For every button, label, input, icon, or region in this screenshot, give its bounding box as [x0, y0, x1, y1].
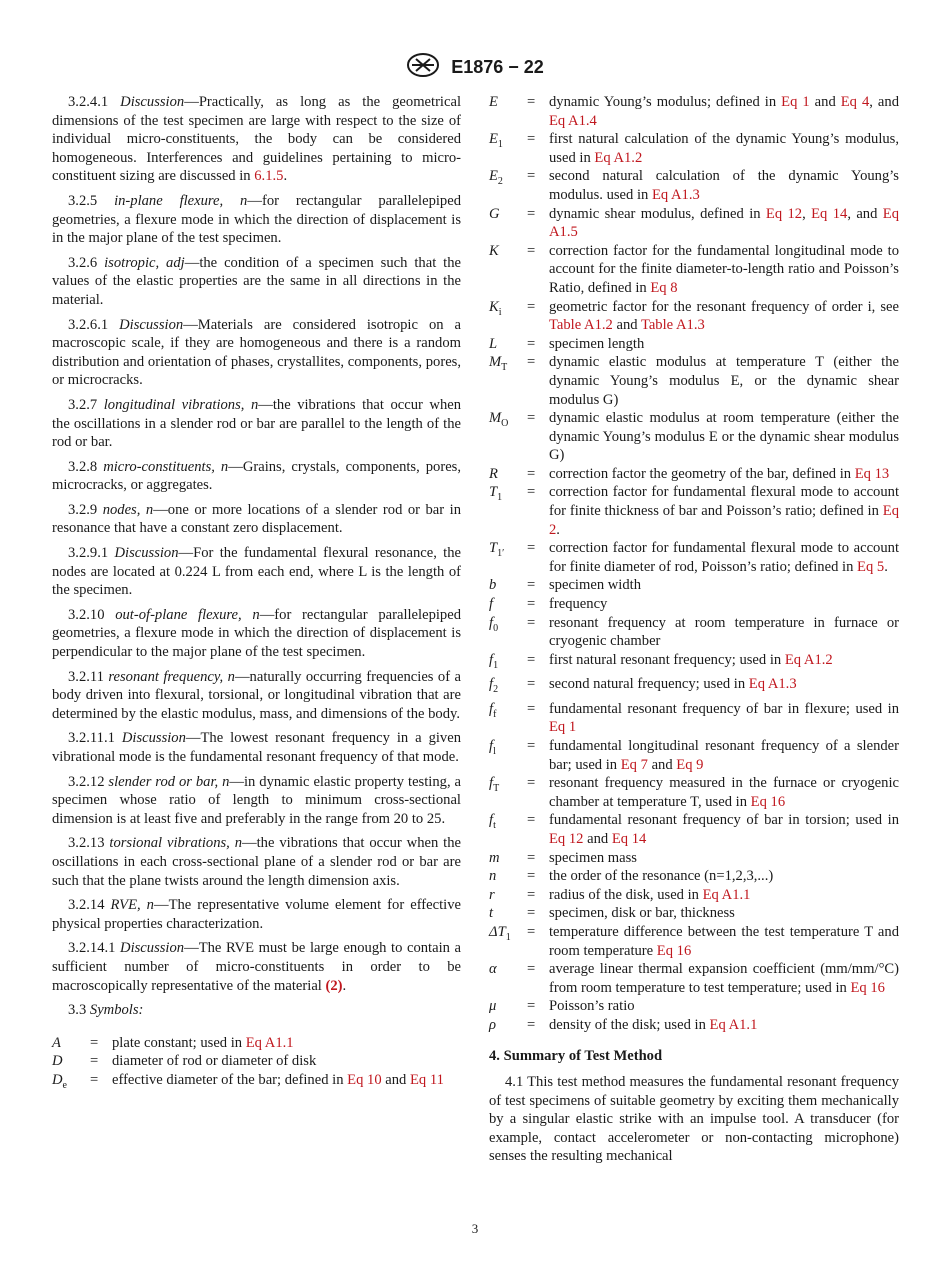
equals-sign: =	[527, 242, 536, 259]
equals-sign: =	[527, 94, 536, 110]
definition-text: specimen, disk or bar, thickness	[549, 905, 735, 922]
symbol-definition	[549, 539, 899, 576]
equals-sign: =	[527, 131, 536, 148]
equals-sign: =	[90, 1071, 99, 1088]
section-paragraph: 4.1 This test method measures the fundamental resonant frequency of test specimens of suitable geometry by exciting them mechanically by a singular elastic strike with an impulse tool. A transducer (for example, contact accelerometer or non-contacting microphone) senses the resulting mechanical	[489, 1074, 899, 1165]
paragraph-term: longitudinal vibrations, n	[103, 396, 259, 413]
symbol-row	[489, 675, 899, 700]
paragraph-text: —the condition of a specimen such that the values of the elastic properties are the same in all directions in the material.	[52, 254, 462, 308]
symbol-definition	[112, 1071, 461, 1090]
symbol-definition	[549, 242, 899, 298]
definition-text: fundamental longitudinal resonant frequency of a slender bar; used in	[549, 738, 899, 773]
symbol: $M_T$	[489, 354, 508, 374]
paragraph-number: 3.2.14	[68, 897, 111, 914]
symbol-definition	[549, 205, 899, 242]
symbol: $T_{1'}$	[489, 540, 505, 560]
paragraph-term: Discussion	[120, 940, 185, 957]
paragraph-number: 3.2.9	[68, 501, 103, 518]
paragraph-number: 3.2.12	[68, 773, 109, 790]
equation-reference-link[interactable]: Eq A1.1	[245, 1034, 294, 1051]
paragraph-text: —For the fundamental flexural resonance, the nodes are located at 0.224 L from each end, where L is the length of the specimen.	[52, 545, 462, 599]
definition-text: correction factor for fundamental flexural mode to account for finite thickness of bar and Poisson’s ratio; defined in	[549, 484, 899, 520]
definition-text: and	[612, 317, 641, 334]
paragraph-term: Discussion	[121, 730, 186, 747]
equals-sign: =	[527, 577, 536, 594]
equation-reference-link[interactable]: Eq 12	[765, 205, 803, 222]
equals-sign: =	[527, 812, 536, 829]
equals-sign: =	[527, 886, 536, 903]
symbol: G	[489, 205, 500, 222]
equals-sign: =	[527, 998, 536, 1015]
paragraph-number: 3.2.11	[68, 668, 109, 685]
equals-sign: =	[527, 298, 536, 315]
equation-reference-link[interactable]: Table A1.2	[549, 317, 613, 334]
definition-text: Poisson’s ratio	[549, 998, 635, 1015]
equals-sign: =	[90, 1034, 99, 1051]
equation-reference-link[interactable]: Eq 11	[410, 1071, 444, 1088]
symbol-row	[52, 1052, 461, 1071]
left-column	[52, 93, 461, 1095]
symbol-row	[489, 167, 899, 204]
symbol-row	[489, 923, 899, 960]
paragraph-number: 3.2.5	[68, 192, 115, 209]
symbol-row	[489, 93, 899, 130]
symbol: t	[489, 905, 494, 922]
symbol: K	[489, 242, 499, 259]
definition-text: second natural frequency; used in	[549, 676, 749, 693]
paragraph-text: —the vibrations that occur when the oscillations in a slender rod or bar are parallel to the length of the rod or bar.	[52, 396, 462, 451]
paragraph-number: 3.2.6.1	[68, 316, 120, 333]
symbol-row	[489, 886, 899, 905]
symbol-row	[489, 960, 899, 997]
symbol: r	[489, 886, 495, 903]
definition-text: correction factor for fundamental flexural mode to account for finite diameter of rod, Poisson’s ratio; defined in	[549, 540, 899, 575]
symbol-row	[52, 1071, 461, 1096]
paragraph-term: Discussion	[120, 94, 185, 110]
symbol-definition	[549, 93, 899, 130]
symbol-row	[489, 1016, 899, 1035]
symbol: D	[52, 1053, 63, 1070]
symbol-definition	[549, 923, 899, 960]
symbol-row	[489, 774, 899, 811]
equals-sign: =	[527, 484, 536, 501]
symbol: $D_e$	[52, 1071, 67, 1091]
equation-reference-link[interactable]: Eq A1.1	[702, 886, 751, 903]
paragraph-text: —The lowest resonant frequency in a given vibrational mode is the fundamental resonant frequency of that mode.	[52, 730, 461, 765]
paragraph-term: Discussion	[119, 316, 184, 333]
definition-text: ,	[802, 205, 812, 222]
symbol-definition	[549, 1016, 899, 1035]
definition-text: dynamic shear modulus, defined in	[549, 205, 766, 222]
equation-reference-link[interactable]: Eq 13	[854, 465, 890, 482]
symbol-definition	[549, 774, 899, 811]
symbol-definition	[549, 409, 899, 465]
paragraph-text: —for rectangular parallelepiped geometries, a flexure mode in which the direction of displacement is perpendicular to the major plane of the test specimen.	[52, 606, 461, 661]
paragraph-term: isotropic, adj	[104, 254, 185, 271]
equals-sign: =	[527, 410, 536, 427]
symbol: $E_1$	[489, 131, 503, 151]
symbol-definition	[549, 483, 899, 539]
symbol-row	[489, 539, 899, 576]
definition-text: .	[884, 558, 888, 575]
symbol: $T_1$	[489, 484, 503, 504]
page-number: 3	[471, 1221, 479, 1236]
definition-paragraph	[52, 896, 461, 933]
equals-sign: =	[90, 1053, 99, 1070]
definition-text: specimen width	[549, 577, 642, 594]
symbol-row	[489, 904, 899, 923]
symbol-definition	[549, 811, 899, 848]
symbol-row	[489, 242, 899, 298]
equation-reference-link[interactable]: Eq 7	[620, 756, 648, 773]
equals-sign: =	[527, 335, 536, 352]
paragraph-number: 3.2.4.1	[68, 94, 121, 110]
paragraph-term: micro-constituents, n	[103, 458, 229, 475]
equals-sign: =	[527, 700, 536, 717]
symbol-definition	[549, 849, 899, 868]
definition-text: temperature difference between the test temperature T and room temperature	[549, 923, 899, 959]
equals-sign: =	[527, 905, 536, 922]
symbol: $f_1$	[489, 651, 499, 671]
symbol: $K_i$	[489, 298, 502, 318]
paragraph-text: —Materials are considered isotropic on a macroscopic scale, if they are homogeneous and there is a random distribution and orientation of phases, crystallites, components, pores, or microcracks.	[52, 316, 461, 389]
symbol-definition	[112, 1034, 461, 1053]
equation-reference-link[interactable]: Eq 1	[549, 719, 577, 736]
paragraph-term: in-plane flexure, n	[114, 192, 248, 209]
definition-text: geometric factor for the resonant frequency of order i, see	[549, 298, 899, 315]
equation-reference-link[interactable]: Eq 14	[811, 205, 848, 222]
symbol: $f_2$	[489, 676, 499, 696]
definition-paragraph	[52, 544, 461, 600]
paragraph-text: —The representative volume element for effective physical properties characterization.	[52, 897, 461, 932]
paragraph-term: slender rod or bar, n	[108, 773, 230, 790]
definition-text: density of the disk; used in	[549, 1016, 710, 1033]
definition-paragraph	[52, 729, 461, 766]
definition-text: specimen length	[549, 335, 645, 352]
symbol-row	[489, 130, 899, 167]
symbol: $E_2$	[489, 168, 503, 188]
symbol-definition	[549, 867, 899, 886]
definition-text: correction factor for the fundamental longitudinal mode to account for the finite diameter-to-length ratio and Poisson’s Ratio, defined in	[549, 242, 899, 296]
definition-paragraph	[52, 834, 461, 890]
definition-paragraph	[52, 254, 461, 310]
symbol: α	[489, 961, 497, 978]
equals-sign: =	[527, 354, 536, 371]
paragraph-text: —naturally occurring frequencies of a body driven into flexural, torsional, or longitudinal vibration that are determined by the elastic modulus, mass, and dimensions of the body.	[52, 668, 461, 722]
symbol-row	[489, 409, 899, 465]
definition-paragraph	[52, 773, 461, 829]
equation-reference-link[interactable]: Eq A1.3	[651, 186, 700, 203]
equals-sign: =	[527, 868, 536, 885]
equation-reference-link[interactable]: Eq A1.2	[784, 651, 833, 668]
symbol-row	[489, 811, 899, 848]
paragraph-text: —The RVE must be large enough to contain a sufficient number of micro-constituents in order to be macroscopically representative of the material	[52, 940, 461, 994]
equals-sign: =	[527, 961, 536, 978]
symbol: μ	[489, 998, 497, 1015]
definition-paragraph	[52, 501, 461, 538]
definition-paragraph	[52, 396, 461, 452]
equals-sign: =	[527, 168, 536, 185]
definition-text: dynamic Young’s modulus; defined in	[549, 94, 782, 110]
equation-reference-link[interactable]: Eq 8	[650, 279, 678, 296]
paragraph-text: —Practically, as long as the geometrical dimensions of the test specimen are large with respect to the size of individual micro-constituents, the body can be considered homogeneous. Interferences and guidelines pertaining to micro-constituent sizing are discussed in	[52, 94, 461, 185]
symbol-row	[489, 353, 899, 409]
symbol: $f_0$	[489, 614, 499, 634]
equals-sign: =	[527, 738, 536, 754]
paragraph-number: 3.2.6	[68, 254, 105, 271]
symbol-definition	[549, 960, 899, 997]
paragraph-text: —Grains, crystals, components, pores, microcracks, or aggregates.	[52, 458, 461, 494]
equation-reference-link[interactable]: Eq 16	[750, 793, 786, 810]
equation-reference-link[interactable]: Eq 4	[840, 94, 870, 110]
equation-reference-link[interactable]: Eq 10	[347, 1071, 382, 1088]
symbol-definition	[549, 167, 899, 204]
paragraph-term: torsional vibrations, n	[109, 835, 243, 852]
equals-sign: =	[527, 1016, 536, 1033]
equals-sign: =	[527, 923, 536, 940]
paragraph-text: —the vibrations that occur when the oscillations in each cross-sectional plane of a slender rod or bar are such that the plane twists around the length dimension axis.	[52, 835, 462, 889]
equals-sign: =	[527, 205, 536, 222]
symbol-definition	[549, 130, 899, 167]
symbol: $\Delta T_1$	[489, 923, 511, 943]
equals-sign: =	[527, 614, 536, 631]
equation-reference-link[interactable]: Eq 2	[549, 503, 899, 538]
equation-reference-link[interactable]: Eq 5	[857, 558, 885, 575]
definition-text: specimen mass	[549, 849, 637, 866]
paragraph-term: RVE, n	[110, 897, 154, 914]
symbols-heading	[52, 1001, 461, 1020]
equals-sign: =	[527, 465, 536, 482]
equation-reference-link[interactable]: Eq 16	[850, 979, 885, 996]
symbol-definition	[549, 700, 899, 737]
definition-paragraph	[52, 606, 461, 662]
definition-text: , and	[869, 94, 899, 110]
equation-reference-link[interactable]: Eq A1.3	[748, 676, 797, 693]
paragraph-number: 3.2.14.1	[68, 940, 121, 957]
paragraph-text: —in dynamic elastic property testing, a specimen whose ratio of length to minimum cross-sectional dimension is at least five and preferably in the range from 20 to 25.	[52, 773, 461, 827]
symbol-row	[489, 595, 899, 614]
definition-text: the order of the resonance (n=1,2,3,...)	[549, 868, 774, 885]
symbol: $f_f$	[489, 700, 497, 720]
definition-text: resonant frequency measured in the furnace or cryogenic chamber at temperature T, used in	[549, 775, 899, 810]
definition-paragraph	[52, 192, 461, 248]
definition-text: radius of the disk, used in	[549, 886, 703, 903]
definition-text: and	[381, 1071, 410, 1088]
equals-sign: =	[527, 676, 536, 693]
symbol: $f_l$	[489, 738, 496, 757]
paragraph-term: nodes, n	[102, 501, 154, 518]
equation-reference-link[interactable]: Eq 1	[781, 94, 810, 110]
symbol-definition	[549, 997, 899, 1016]
symbol-row	[489, 651, 899, 676]
definition-paragraph	[52, 316, 461, 390]
equation-reference-link[interactable]: Eq A1.4	[549, 112, 597, 129]
symbol-row	[489, 614, 899, 651]
definition-text: and	[583, 830, 612, 847]
symbol-definition	[549, 576, 899, 595]
symbol-row	[489, 298, 899, 335]
definition-paragraph	[52, 93, 461, 186]
symbol-definition	[549, 737, 899, 774]
definition-text: effective diameter of the bar; defined in	[112, 1071, 348, 1088]
symbol-definition	[549, 465, 899, 484]
symbol-row	[489, 205, 899, 242]
symbol-row	[489, 335, 899, 354]
astm-logo-icon	[406, 52, 440, 83]
definition-text: second natural calculation of the dynamic Young’s modulus. used in	[549, 168, 899, 203]
symbol: m	[489, 849, 500, 866]
page-header	[0, 52, 950, 83]
cross-reference-link[interactable]: 6.1.5	[254, 168, 284, 185]
symbol-definition	[549, 886, 899, 905]
definition-text: average linear thermal expansion coefficient (mm/mm/°C) from room temperature to test temperature; used in	[549, 961, 899, 996]
paragraph-text: —one or more locations of a slender rod or bar in resonance that have a constant zero displacement.	[52, 501, 461, 537]
symbol-definition	[549, 904, 899, 923]
equation-reference-link[interactable]: Eq 9	[676, 756, 704, 773]
paragraph-number: 3.2.11.1	[68, 730, 122, 747]
paragraph-term: Symbols:	[89, 1002, 144, 1019]
symbol: $f_T$	[489, 775, 500, 795]
paragraph-number: 3.2.10	[68, 606, 116, 623]
definition-text: plate constant; used in	[112, 1034, 246, 1051]
symbol-row	[489, 849, 899, 868]
symbol-definition	[549, 675, 899, 694]
equation-reference-link[interactable]: Eq 12	[549, 830, 584, 847]
paragraph-text: .	[342, 977, 347, 994]
definition-text: .	[556, 521, 560, 538]
symbol-row	[489, 465, 899, 484]
equals-sign: =	[527, 849, 536, 866]
symbol-row	[489, 700, 899, 737]
symbol: b	[489, 577, 497, 594]
paragraph-term: out-of-plane flexure, n	[115, 606, 260, 623]
definition-paragraph	[52, 939, 461, 995]
symbol-row	[489, 576, 899, 595]
definition-text: fundamental resonant frequency of bar in torsion; used in	[549, 812, 899, 829]
standard-designation: E1876 − 22	[451, 57, 544, 77]
symbol-definition	[549, 651, 899, 670]
equals-sign: =	[527, 540, 536, 557]
paragraph-number: 3.2.9.1	[68, 545, 115, 562]
symbol-definition	[112, 1052, 461, 1071]
symbol-definition	[549, 298, 899, 335]
symbol: A	[52, 1034, 61, 1051]
paragraph-number: 3.3	[68, 1002, 90, 1019]
symbol: $f_t$	[489, 812, 496, 832]
paragraph-number: 3.2.7	[68, 396, 104, 413]
definition-text: dynamic elastic modulus at room temperature (either the dynamic Young’s modulus E or the dynamic shear modulus G)	[549, 410, 899, 464]
symbol-row	[489, 867, 899, 886]
symbol: $M_O$	[489, 410, 509, 429]
symbol-row	[489, 737, 899, 774]
symbol-definition	[549, 335, 899, 354]
equation-reference-link[interactable]: Eq A1.1	[709, 1016, 758, 1033]
right-column	[489, 93, 899, 1172]
paragraph-text: —for rectangular parallelepiped geometries, a flexure mode in which the direction of displacement is in the major plane of the test specimen.	[52, 192, 461, 247]
symbol: R	[489, 465, 498, 482]
equals-sign: =	[527, 596, 536, 613]
section-heading: 4. Summary of Test Method	[489, 1047, 663, 1064]
equation-reference-link[interactable]: Eq 14	[611, 830, 647, 847]
equation-reference-link[interactable]: Eq 16	[656, 942, 692, 959]
symbol: L	[489, 335, 498, 352]
definition-text: dynamic elastic modulus at temperature T (either the dynamic Young’s modulus E, or the dynamic shear modulus G)	[549, 354, 899, 408]
symbol-definition	[549, 595, 899, 614]
definition-text: diameter of rod or diameter of disk	[112, 1053, 317, 1070]
definition-text: frequency	[549, 596, 608, 613]
definition-paragraph	[52, 458, 461, 495]
symbol: n	[489, 868, 497, 885]
symbol: ρ	[489, 1016, 497, 1033]
equation-reference-link[interactable]: Eq A1.5	[549, 205, 899, 241]
symbol-definition	[549, 614, 899, 651]
paragraph-number: 3.2.13	[68, 835, 110, 852]
symbol: f	[489, 596, 494, 613]
symbol: E	[489, 94, 498, 110]
symbol-row	[489, 483, 899, 539]
symbol-definition	[549, 353, 899, 409]
definition-text: first natural calculation of the dynamic Young’s modulus, used in	[549, 131, 899, 166]
symbol-row	[52, 1034, 461, 1053]
paragraph-number: 3.2.8	[68, 458, 104, 475]
definition-text: first natural resonant frequency; used in	[549, 651, 785, 668]
definition-text: resonant frequency at room temperature in furnace or cryogenic chamber	[549, 614, 899, 650]
equals-sign: =	[527, 775, 536, 792]
cross-reference-link[interactable]: (2)	[325, 977, 343, 994]
paragraph-term: Discussion	[114, 545, 179, 562]
paragraph-term: resonant frequency, n	[108, 668, 235, 685]
paragraph-text: .	[283, 168, 288, 185]
definition-text: correction factor the geometry of the bar, defined in	[549, 465, 855, 482]
definition-text: fundamental resonant frequency of bar in flexure; used in	[549, 700, 899, 717]
equation-reference-link[interactable]: Eq A1.2	[594, 149, 643, 166]
equation-reference-link[interactable]: Table A1.3	[640, 317, 705, 334]
definition-text: , and	[847, 205, 883, 222]
equals-sign: =	[527, 651, 536, 668]
definition-paragraph	[52, 668, 461, 724]
definition-text: and	[809, 94, 841, 110]
definition-text: and	[647, 756, 677, 773]
symbol-row	[489, 997, 899, 1016]
